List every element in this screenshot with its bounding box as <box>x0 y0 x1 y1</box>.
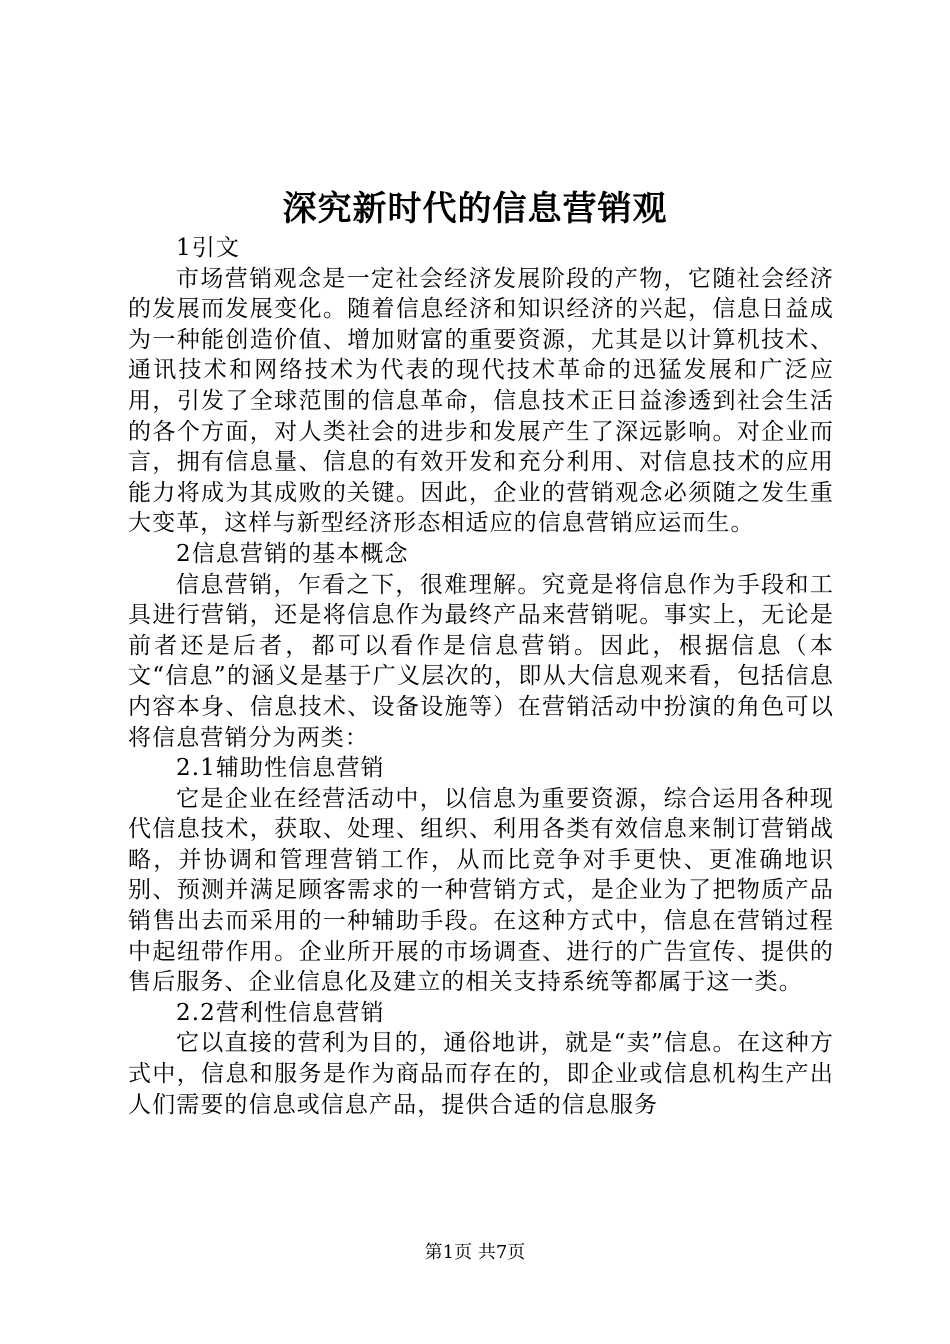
paragraph-profit: 它以直接的营利为目的，通俗地讲，就是“卖”信息。在这种方式中，信息和服务是作为商品而存在的，即企业或信息机构生产出人们需要的信息或信息产品，提供合适的信息服务 <box>128 1030 834 1118</box>
section-heading-auxiliary: 2.1辅助性信息营销 <box>176 755 385 782</box>
page-footer: 第1页 共7页 <box>424 1242 526 1263</box>
document-body <box>128 233 834 1120</box>
paragraph-concept: 信息营销，乍看之下，很难理解。究竟是将信息作为手段和工具进行营销，还是将信息作为最终产品来营销呢。事实上，无论是前者还是后者，都可以看作是信息营销。因此，根据信息（本文“信息”的涵义是基于广义层次的，即从大信息观来看，包括信息内容本身、信息技术、设备设施等）在营销活动中扮演的角色可以将信息营销分为两类： <box>128 571 834 751</box>
document-title: 深究新时代的信息营销观 <box>282 189 668 229</box>
section-heading-concept: 2信息营销的基本概念 <box>176 540 409 567</box>
section-heading-profit: 2.2营利性信息营销 <box>176 999 385 1026</box>
section-heading-intro: 1引文 <box>176 235 240 261</box>
paragraph-auxiliary: 它是企业在经营活动中，以信息为重要资源，综合运用各种现代信息技术，获取、处理、组织、利用各类有效信息来制订营销战略，并协调和管理营销工作，从而比竞争对手更快、更准确地识别、预测并满足顾客需求的一种营销方式，是企业为了把物质产品销售出去而采用的一种辅助手段。在这种方式中，信息在营销过程中起纽带作用。企业所开展的市场调查、进行的广告宣传、提供的售后服务、企业信息化及建立的相关支持系统等都属于这一类。 <box>128 785 834 996</box>
paragraph-intro: 市场营销观念是一定社会经济发展阶段的产物，它随社会经济的发展而发展变化。随着信息经济和知识经济的兴起，信息日益成为一种能创造价值、增加财富的重要资源，尤其是以计算机技术、通讯技术和网络技术为代表的现代技术革命的迅猛发展和广泛应用，引发了全球范围的信息革命，信息技术正日益渗透到社会生活的各个方面，对人类社会的进步和发展产生了深远影响。对企业而言，拥有信息量、信息的有效开发和充分利用、对信息技术的应用能力将成为其成败的关键。因此，企业的营销观念必须随之发生重大变革，这样与新型经济形态相适应的信息营销应运而生。 <box>128 265 834 537</box>
